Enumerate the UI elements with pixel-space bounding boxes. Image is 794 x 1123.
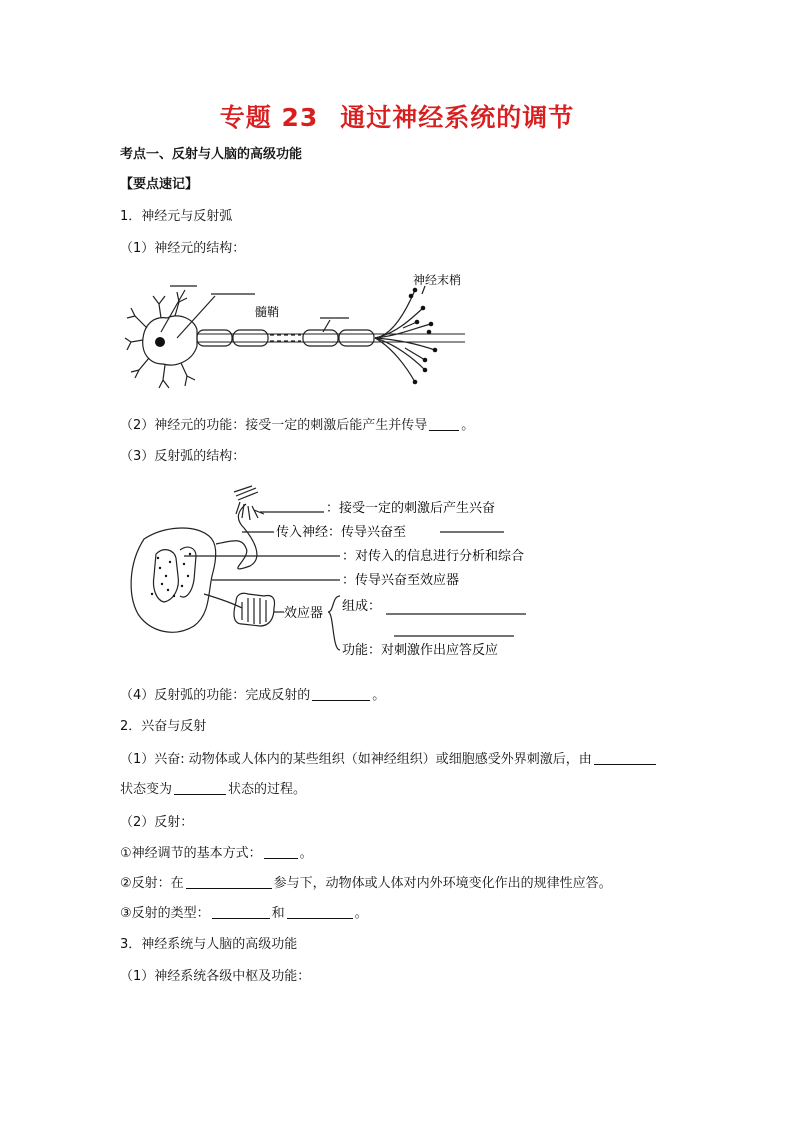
reflex-arc-diagram	[124, 484, 544, 664]
effector-function-label: 功能：对刺激作出应答反应	[342, 643, 499, 658]
answer-blank[interactable]	[212, 904, 270, 919]
answer-blank[interactable]	[429, 416, 459, 431]
answer-blank[interactable]	[312, 686, 370, 701]
item-2-2-1-end: 。	[299, 846, 313, 861]
item-2-2: （2）反射：	[120, 815, 194, 830]
item-2-1-text: （1）兴奋: 动物体或人体内的某些组织（如神经组织）或细胞感受外界刺激后，由	[120, 752, 592, 767]
item-2-2-1	[120, 844, 313, 863]
effector-composition-label: 组成：	[342, 599, 382, 614]
item-2-2-3-and: 和	[271, 906, 285, 921]
afferent-nerve-label: 传入神经：传导兴奋至	[276, 525, 407, 540]
item-2-2-2	[120, 874, 612, 893]
answer-blank[interactable]	[174, 780, 226, 795]
item-1-4-end: 。	[372, 688, 386, 703]
section-heading: 考点一、反射与人脑的高级功能	[120, 147, 303, 162]
page-title	[0, 98, 794, 134]
myelin-label: 髓鞘	[255, 305, 280, 319]
answer-blank[interactable]	[594, 750, 656, 765]
item-2-2-2-text-b: 参与下，动物体或人体对内外环境变化作出的规律性应答。	[273, 876, 612, 891]
answer-blank[interactable]	[287, 904, 353, 919]
nerve-center-description: ：对传入的信息进行分析和综合	[342, 549, 525, 564]
item-1-2	[120, 416, 474, 435]
item-2-2-3	[120, 904, 368, 923]
nerve-ending-label: 神经末梢	[413, 273, 462, 287]
item-1-2-end: 。	[461, 418, 475, 433]
key-points-heading: 【要点速记】	[120, 177, 199, 192]
title-topic-name: 通过神经系统的调节	[340, 103, 575, 132]
item-3-1: （1）神经系统各级中枢及功能：	[120, 969, 311, 984]
item-2-1-line2	[120, 780, 306, 799]
item-2-1-text-c: 状态的过程。	[228, 782, 307, 797]
item-1-4-text: （4）反射弧的功能：完成反射的	[120, 688, 311, 703]
item-2-2-3-end: 。	[354, 906, 368, 921]
item-2-heading: 2．兴奋与反射	[120, 719, 207, 734]
title-topic-number: 专题 23	[219, 103, 319, 132]
item-2-1-line1	[120, 750, 658, 769]
item-2-2-1-text: ①神经调节的基本方式：	[120, 846, 262, 861]
item-1-1: （1）神经元的结构：	[120, 241, 246, 256]
item-1-2-text: （2）神经元的功能：接受一定的刺激后能产生并传导	[120, 418, 428, 433]
item-3-heading: 3．神经系统与人脑的高级功能	[120, 937, 298, 952]
effector-label: 效应器	[284, 606, 324, 621]
item-2-2-3-text: ③反射的类型：	[120, 906, 210, 921]
efferent-nerve-description: ：传导兴奋至效应器	[342, 573, 460, 588]
answer-blank[interactable]	[264, 844, 298, 859]
neuron-diagram	[125, 268, 465, 398]
item-2-1-text-b: 状态变为	[120, 782, 173, 797]
item-2-2-2-text: ②反射：在	[120, 876, 184, 891]
answer-blank[interactable]	[186, 874, 272, 889]
item-1-4	[120, 686, 385, 705]
receptor-description: ：接受一定的刺激后产生兴奋	[326, 501, 496, 516]
item-1-3: （3）反射弧的结构：	[120, 449, 246, 464]
item-1-heading: 1．神经元与反射弧	[120, 209, 233, 224]
